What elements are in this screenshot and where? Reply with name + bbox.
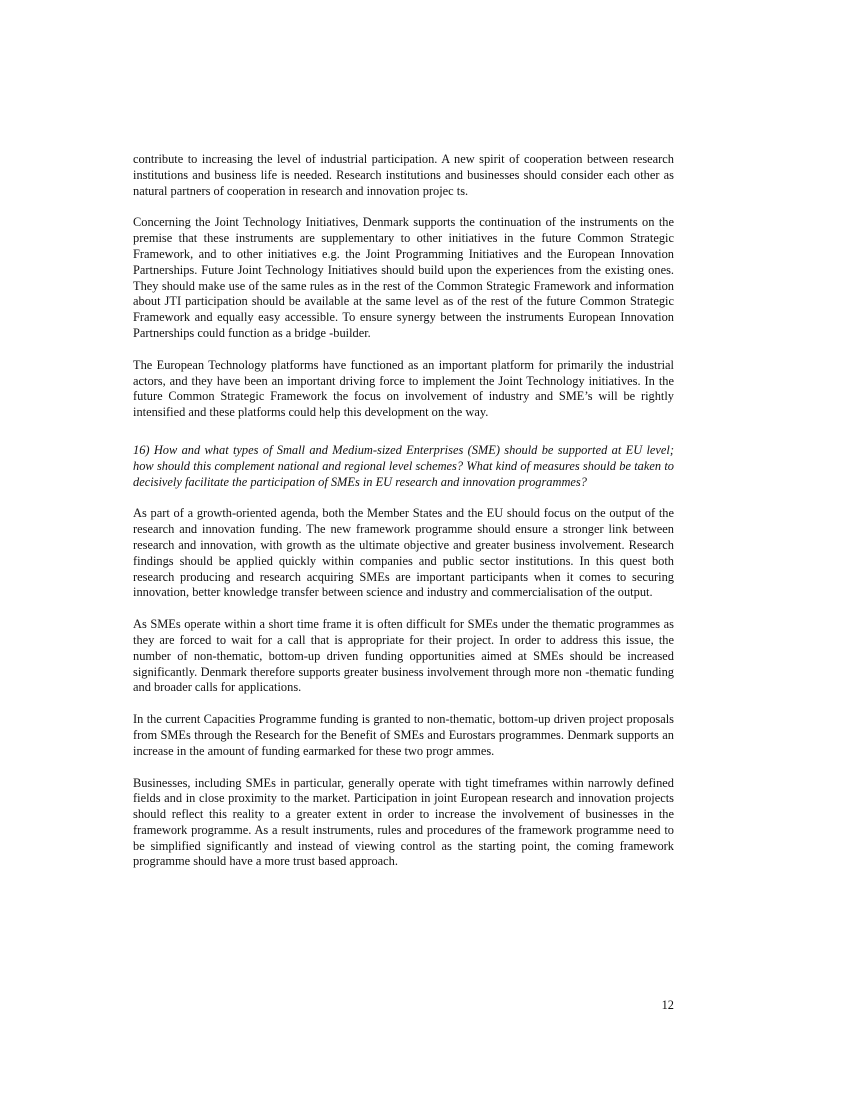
paragraph-capacities-programme: In the current Capacities Programme funding is granted to non-thematic, bottom-up driven project proposals from SMEs through the Research for the Benefit of SMEs and Eurostars programmes. Denmark supports an increase in the amount of funding earmarked for these two progr ammes. xyxy=(133,712,674,758)
paragraph-businesses-timeframes: Businesses, including SMEs in particular, generally operate with tight timeframes within narrowly defined fields and in close proximity to the market. Participation in joint European research and innovation projects should reflect this reality to a greater extent in order to increase the involvement of businesses in the framework programme. As a result instruments, rules and procedures of the framework programme need to be simplified significantly and instead of viewing control as the starting point, the coming framework programme should have a more trust based approach. xyxy=(133,775,674,869)
question-16-heading: 16) How and what types of Small and Medium-sized Enterprises (SME) should be supported at EU level; how should this complement national and regional level schemes? What kind of measures should be taken to decisively facilitate the participation of SMEs in EU research and innovation programmes? xyxy=(133,442,674,489)
paragraph-european-technology-platforms: The European Technology platforms have functioned as an important platform for primarily the industrial actors, and they have been an important driving force to implement the Joint Technology initiatives. In the future Common Strategic Framework the focus on involvement of industry and SME’s will be rightly intensified and these platforms could help this development on the way. xyxy=(133,357,674,420)
paragraph-industrial-participation: contribute to increasing the level of industrial participation. A new spirit of cooperation between research institutions and business life is needed. Research institutions and businesses should consider each other as natural partners of cooperation in research and innovation projec ts. xyxy=(133,152,674,198)
paragraph-joint-technology-initiatives: Concerning the Joint Technology Initiatives, Denmark supports the continuation of the instruments on the premise that these instruments are supplementary to other initiatives in the future Common Strategic Framework, and to other initiatives e.g. the Joint Programming Initiatives and the European Innovation Partnerships. Future Joint Technology Initiatives should build upon the experiences from the existing ones. They should make use of the same rules as in the rest of the Common Strategic Framework and information about JTI participation should be available at the same level as of the rest of the future Common Strategic Framework and equally easy accessible. To ensure synergy between the instruments European Innovation Partnerships could function as a bridge -builder. xyxy=(133,215,674,340)
document-body xyxy=(133,152,674,886)
paragraph-growth-oriented-agenda: As part of a growth-oriented agenda, both the Member States and the EU should focus on the output of the research and innovation funding. The new framework programme should ensure a stronger link between research and innovation, with growth as the ultimate objective and greater business involvement. Research findings should be applied quickly within companies and public sector institutions. In this quest both research producing and research acquiring SMEs are important participants when it comes to securing innovation, better knowledge transfer between science and industry and commercialisation of the output. xyxy=(133,506,674,600)
page-number: 12 xyxy=(661,998,674,1012)
paragraph-sme-time-frame: As SMEs operate within a short time frame it is often difficult for SMEs under the thematic programmes as they are forced to wait for a call that is appropriate for their project. In order to address this issue, the number of non-thematic, bottom-up driven funding opportunities aimed at SMEs should be increased significantly. Denmark therefore supports greater business involvement through more non -thematic funding and broader calls for applications. xyxy=(133,617,674,695)
